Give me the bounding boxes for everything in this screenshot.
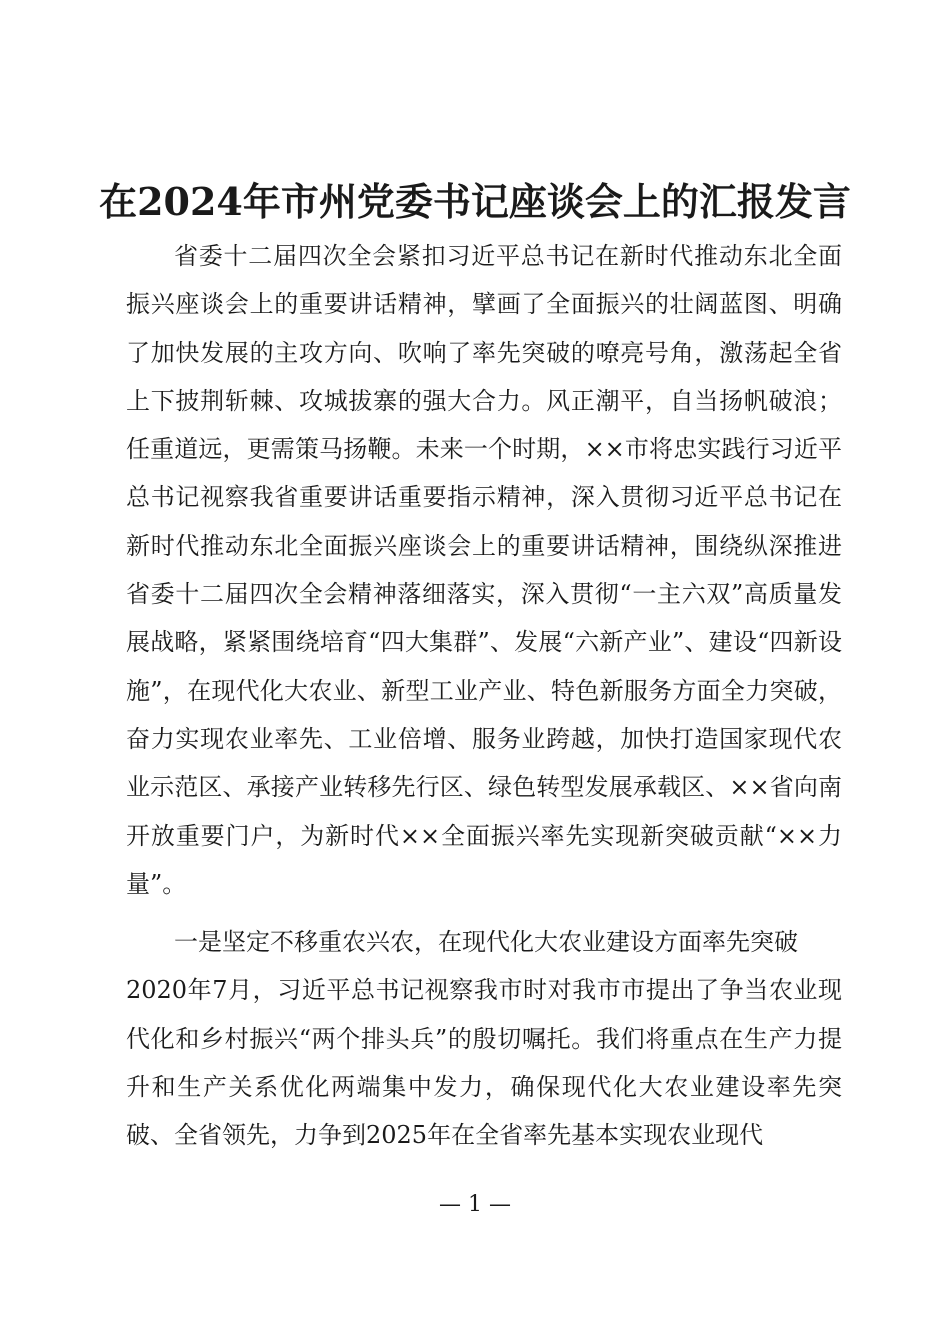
intro-paragraph: 省委十二届四次全会紧扣习近平总书记在新时代推动东北全面振兴座谈会上的重要讲话精神，擘画了全面振兴的壮阔蓝图、明确了加快发展的主攻方向、吹响了率先突破的嘹亮号角，激荡起全省上下披荆斩棘、攻城拔寨的强大合力。风正潮平，自当扬帆破浪；任重道远，更需策马扬鞭。未来一个时期，××市将忠实践行习近平总书记视察我省重要讲话重要指示精神，深入贯彻习近平总书记在新时代推动东北全面振兴座谈会上的重要讲话精神，围绕纵深推进省委十二届四次全会精神落细落实，深入贯彻“一主六双”高质量发展战略，紧紧围绕培育“四大集群”、发展“六新产业”、建设“四新设施”，在现代化大农业、新型工业产业、特色新服务方面全力突破，奋力实现农业率先、工业倍增、服务业跨越，加快打造国家现代农业示范区、承接产业转移先行区、绿色转型发展承载区、××省向南开放重要门户，为新时代××全面振兴率先实现新突破贡献“××力量”。 bbox=[126, 242, 842, 898]
page-number: — 1 — bbox=[439, 1192, 511, 1217]
document-title: 在2024年市州党委书记座谈会上的汇报发言 bbox=[99, 179, 851, 224]
section-text: 2020年7月，习近平总书记视察我市时对我市市提出了争当农业现代化和乡村振兴“两个排头兵”的殷切嘱托。我们将重点在生产力提升和生产关系优化两端集中发力，确保现代化大农业建设率先突破、全省领先，力争到2025年在全省率先基本实现农业现代 bbox=[126, 976, 842, 1150]
section-heading: 一是坚定不移重农兴农，在现代化大农业建设方面率先突破 bbox=[174, 928, 798, 957]
document-body bbox=[126, 232, 842, 1160]
section-paragraph bbox=[126, 918, 842, 1159]
